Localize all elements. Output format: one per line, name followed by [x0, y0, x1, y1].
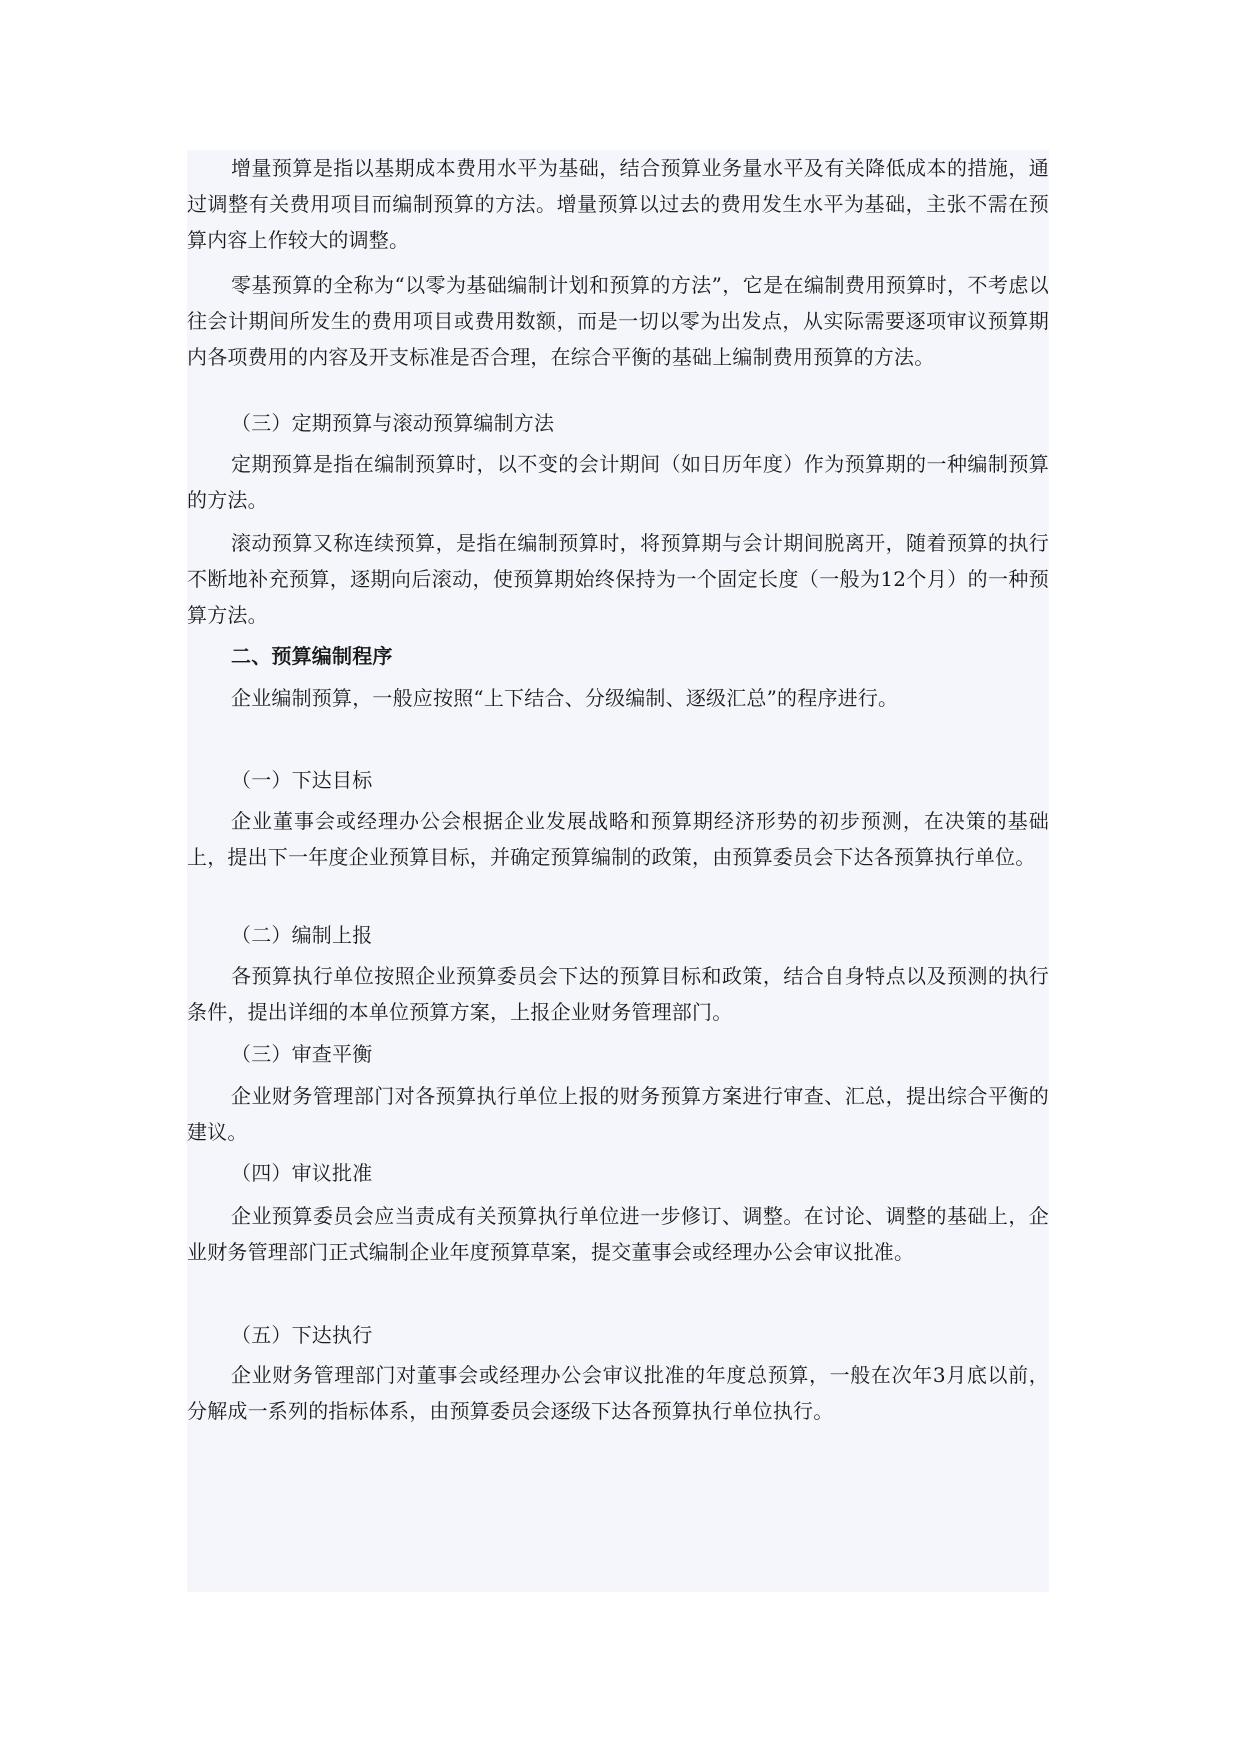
subheading-periodic-rolling-budget: （三）定期预算与滚动预算编制方法 [231, 411, 555, 435]
paragraph-procedure-intro: 企业编制预算，一般应按照“上下结合、分级编制、逐级汇总”的程序进行。 [231, 686, 899, 710]
subheading-review-balance: （三）审查平衡 [231, 1042, 373, 1066]
document-page-body [187, 150, 1049, 1592]
paragraph-prepare-report: 各预算执行单位按照企业预算委员会下达的预算目标和政策，结合自身特点以及预测的执行条件，提出详细的本单位预算方案，上报企业财务管理部门。 [187, 964, 1049, 1024]
paragraph-incremental-budget: 增量预算是指以基期成本费用水平为基础，结合预算业务量水平及有关降低成本的措施，通过调整有关费用项目而编制预算的方法。增量预算以过去的费用发生水平为基础，主张不需在预算内容上作较大的调整。 [187, 156, 1049, 252]
paragraph-set-targets: 企业董事会或经理办公会根据企业发展战略和预算期经济形势的初步预测，在决策的基础上，提出下一年度企业预算目标，并确定预算编制的政策，由预算委员会下达各预算执行单位。 [187, 809, 1049, 869]
subheading-deliberate-approve: （四）审议批准 [231, 1161, 373, 1185]
paragraph-zero-based-budget: 零基预算的全称为“以零为基础编制计划和预算的方法”，它是在编制费用预算时，不考虑以往会计期间所发生的费用项目或费用数额，而是一切以零为出发点，从实际需要逐项审议预算期内各项费用的内容及开支标准是否合理，在综合平衡的基础上编制费用预算的方法。 [187, 273, 1049, 369]
paragraph-review-balance: 企业财务管理部门对各预算执行单位上报的财务预算方案进行审查、汇总，提出综合平衡的建议。 [187, 1084, 1049, 1144]
subheading-set-targets: （一）下达目标 [231, 768, 373, 792]
section-heading-budget-procedure: 二、预算编制程序 [231, 644, 393, 668]
paragraph-periodic-budget: 定期预算是指在编制预算时，以不变的会计期间（如日历年度）作为预算期的一种编制预算的方法。 [187, 452, 1049, 512]
paragraph-rolling-budget: 滚动预算又称连续预算，是指在编制预算时，将预算期与会计期间脱离开，随着预算的执行不断地补充预算，逐期向后滚动，使预算期始终保持为一个固定长度（一般为12个月）的一种预算方法。 [187, 531, 1049, 627]
subheading-issue-execute: （五）下达执行 [231, 1323, 373, 1347]
paragraph-issue-execute: 企业财务管理部门对董事会或经理办公会审议批准的年度总预算，一般在次年3月底以前，分解成一系列的指标体系，由预算委员会逐级下达各预算执行单位执行。 [187, 1363, 1049, 1423]
paragraph-deliberate-approve: 企业预算委员会应当责成有关预算执行单位进一步修订、调整。在讨论、调整的基础上，企业财务管理部门正式编制企业年度预算草案，提交董事会或经理办公会审议批准。 [187, 1204, 1049, 1264]
subheading-prepare-report: （二）编制上报 [231, 923, 373, 947]
